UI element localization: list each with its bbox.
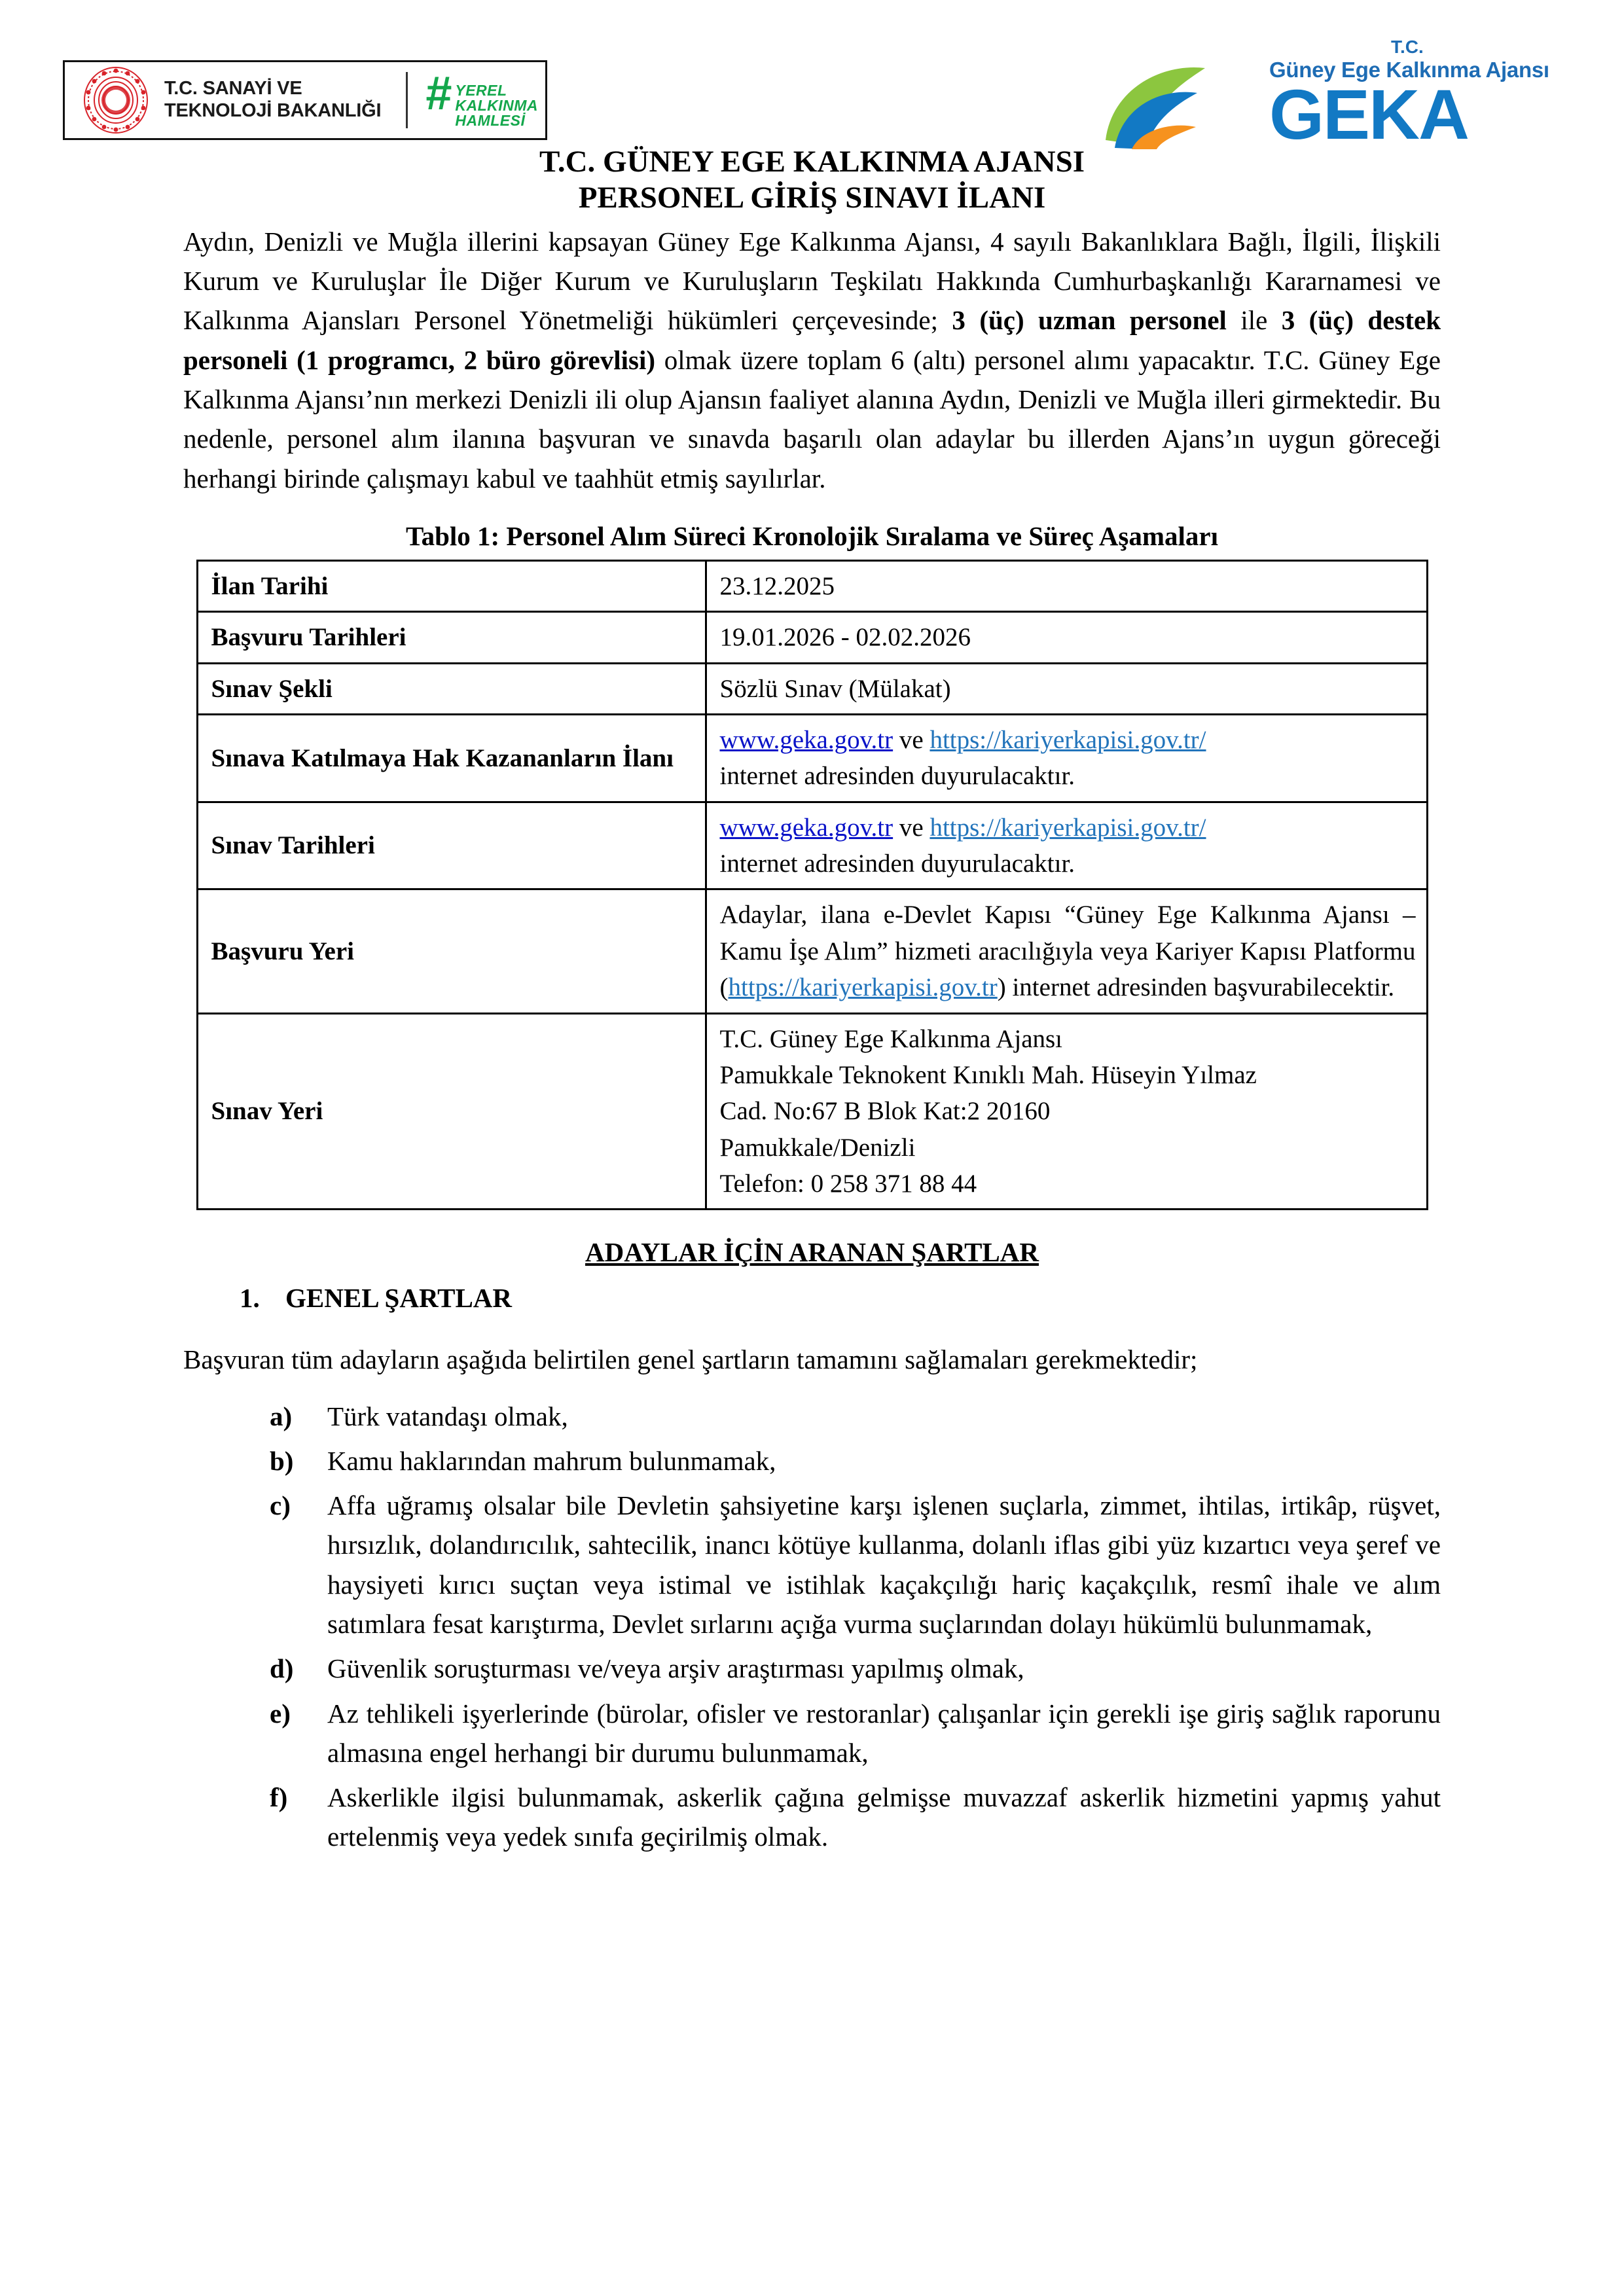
- table-row: [197, 889, 1427, 1013]
- table-caption: Tablo 1: Personel Alım Süreci Kronolojik Sıralama ve Süreç Aşamaları: [405, 520, 1218, 551]
- list-item: [270, 1778, 1441, 1857]
- list-text-e: Az tehlikeli işyerlerinde (bürolar, ofisler ve restoranlar) çalışanlar için gerekli işe giriş sağlık raporunu almasına engel herhangi bir durumu bulunmamak,: [327, 1698, 1441, 1768]
- list-text-d: Güvenlik soruşturması ve/veya arşiv araştırması yapılmış olmak,: [327, 1653, 1024, 1684]
- intro-paragraph: [183, 222, 1441, 498]
- subsection-number: 1.: [240, 1283, 260, 1314]
- row-label-basvuru-tarihleri: Başvuru Tarihleri: [197, 612, 706, 663]
- row-value-tail-1: internet adresinden duyurulacaktır.: [719, 762, 1075, 791]
- document-body: [0, 222, 1624, 1857]
- geka-website-link-2[interactable]: www.geka.gov.tr: [719, 813, 893, 842]
- table-row: [197, 560, 1427, 611]
- ministry-emblem-icon: [82, 66, 150, 134]
- requirements-lead: Başvuran tüm adayların aşağıda belirtilen genel şartların tamamını sağlamaları gerekmektedir;: [183, 1344, 1198, 1375]
- row-label-sinav-tarihleri: Sınav Tarihleri: [197, 802, 706, 889]
- ministry-logo-text: [164, 78, 381, 122]
- list-marker-b: b): [270, 1445, 294, 1476]
- hashtag-icon: #: [425, 67, 452, 120]
- geka-subtitle: Güney Ege Kalkınma Ajansı: [1269, 58, 1549, 82]
- logo-divider: [406, 72, 408, 128]
- kariyerkapisi-link-1[interactable]: https://kariyerkapisi.gov.tr/: [929, 725, 1206, 754]
- table-row: [197, 612, 1427, 663]
- row-value-ilan-tarihi: 23.12.2025: [706, 560, 1427, 611]
- geka-tc-label: T.C.: [1391, 37, 1424, 57]
- row-value-sinav-yeri: [706, 1013, 1427, 1210]
- list-marker-d: d): [270, 1653, 294, 1684]
- intro-bold-uzman: 3 (üç) uzman personel: [952, 305, 1227, 336]
- table-row: [197, 802, 1427, 889]
- kariyerkapisi-link-3[interactable]: https://kariyerkapisi.gov.tr: [728, 973, 998, 1002]
- ministry-logo: [63, 60, 547, 140]
- list-item: [270, 1694, 1441, 1773]
- geka-wordmark: GEKA: [1269, 75, 1469, 154]
- intro-part1: Aydın, Denizli ve Muğla illerini kapsayan Güney Ege Kalkınma Ajansı, 4 sayılı Bakanlıklara Bağlı, İlgili, İlişkili Kurum ve Kuruluşlar İle Diğer Kurum ve Kuruluşların Teşkilatı Hakkında Cumhurbaşkanlığı Kararnamesi ve Kalkınma Ajansları Personel Yönetmeliği hükümleri çerçevesinde;: [183, 226, 1441, 336]
- ministry-logo-line1: T.C. SANAYİ VE: [164, 78, 302, 99]
- table-row: [197, 663, 1427, 714]
- basvuru-yeri-text-after: ) internet adresinden başvurabilecektir.: [997, 973, 1395, 1002]
- sinav-yeri-line-1: T.C. Güney Ege Kalkınma Ajansı: [719, 1024, 1063, 1053]
- sinav-yeri-line-3: Cad. No:67 B Blok Kat:2 20160: [719, 1097, 1051, 1126]
- list-item: [270, 1441, 1441, 1480]
- table-row: [197, 1013, 1427, 1210]
- sinav-yeri-line-4: Pamukkale/Denizli: [719, 1133, 916, 1162]
- geka-website-link-1[interactable]: www.geka.gov.tr: [719, 725, 893, 754]
- intro-part3: olmak üzere toplam 6 (altı) personel alımı yapacaktır. T.C. Güney Ege Kalkınma Ajansı’nın merkezi Denizli ili olup Ajansın faaliyet alanına Aydın, Denizli ve Muğla illeri girmektedir. Bu nedenle, personel alım ilanına başvuran ve sınavda başarılı olan adaylar bu illerden Ajans’ın uygun göreceği herhangi birinde çalışmayı kabul ve taahhüt etmiş sayılırlar.: [183, 344, 1441, 493]
- campaign-logo-text: [455, 83, 538, 128]
- page-title-line1: T.C. GÜNEY EGE KALKINMA AJANSI: [539, 145, 1085, 179]
- list-text-c: Affa uğramış olsalar bile Devletin şahsiyetine karşı işlenen suçlarla, zimmet, ihtilas, irtikâp, rüşvet, hırsızlık, dolandırıcılık, sahtecilik, inancı kötüye kullanma, dolanlı iflas gibi yüz kızartıcı veya şeref ve haysiyeti kırıcı suçtan veya istimal ve istihlak kaçakçılığı hariç kaçakçılık, resmî ihale ve alım satımlara fesat karıştırma, Devlet sırlarını açığa vurma suçlarından dolayı hükümlü bulunmamak,: [327, 1490, 1441, 1639]
- list-item: [270, 1649, 1441, 1688]
- campaign-line1: YEREL: [455, 81, 507, 99]
- requirements-heading: ADAYLAR İÇİN ARANAN ŞARTLAR: [585, 1237, 1039, 1268]
- table-row: [197, 714, 1427, 802]
- document-header: [0, 0, 1624, 154]
- row-label-sinava-katilmaya-hak: Sınava Katılmaya Hak Kazananların İlanı: [197, 714, 706, 802]
- conjunction-1: ve: [893, 725, 930, 754]
- intro-part2: ile: [1226, 305, 1282, 336]
- list-text-f: Askerlikle ilgisi bulunmamak, askerlik çağına gelmişse muvazzaf askerlik hizmetini yapmış yahut ertelenmiş veya yedek sınıfa geçirilmiş olmak.: [327, 1782, 1441, 1852]
- list-marker-e: e): [270, 1698, 291, 1729]
- list-text-b: Kamu haklarından mahrum bulunmamak,: [327, 1445, 776, 1476]
- basvuru-yeri-text-before: Adaylar, ilana e-Devlet Kapısı “Güney Ege Kalkınma Ajansı –Kamu İşe Alım” hizmeti aracılığıyla veya Kariyer Kapısı Platformu (: [719, 901, 1416, 1002]
- list-text-a: Türk vatandaşı olmak,: [327, 1401, 568, 1431]
- ministry-logo-line2: TEKNOLOJİ BAKANLIĞI: [164, 100, 382, 121]
- row-label-sinav-sekli: Sınav Şekli: [197, 663, 706, 714]
- geka-swoosh-icon: [1100, 62, 1264, 149]
- list-marker-f: f): [270, 1782, 288, 1813]
- row-label-sinav-yeri: Sınav Yeri: [197, 1013, 706, 1210]
- conjunction-2: ve: [893, 813, 930, 842]
- list-marker-a: a): [270, 1401, 293, 1431]
- list-item: [270, 1397, 1441, 1436]
- kariyerkapisi-link-2[interactable]: https://kariyerkapisi.gov.tr/: [929, 813, 1206, 842]
- intro-bold-destek: 3 (üç) destek personeli (1 programcı, 2 büro görevlisi): [183, 305, 1441, 375]
- row-label-ilan-tarihi: İlan Tarihi: [197, 560, 706, 611]
- page-title-line2: PERSONEL GİRİŞ SINAVI İLANI: [578, 181, 1046, 215]
- process-table: [196, 560, 1428, 1211]
- row-label-basvuru-yeri: Başvuru Yeri: [197, 889, 706, 1013]
- row-value-sinav-tarihleri: [706, 802, 1427, 889]
- list-marker-c: c): [270, 1490, 291, 1521]
- geka-wordmark-block: [1269, 37, 1549, 154]
- geka-logo: [1100, 37, 1552, 154]
- yerel-kalkinma-hamlesi-logo: [425, 67, 539, 129]
- subsection-title: GENEL ŞARTLAR: [285, 1283, 513, 1314]
- general-requirements-list: [183, 1397, 1441, 1857]
- list-item: [270, 1486, 1441, 1643]
- row-value-sinav-sekli: Sözlü Sınav (Mülakat): [706, 663, 1427, 714]
- sinav-yeri-line-5: Telefon: 0 258 371 88 44: [719, 1170, 977, 1198]
- row-value-tail-2: internet adresinden duyurulacaktır.: [719, 850, 1075, 878]
- row-value-basvuru-yeri: [706, 889, 1427, 1013]
- row-value-sinava-katilmaya-hak: [706, 714, 1427, 802]
- subsection-genel-sartlar: [183, 1282, 1441, 1314]
- row-value-basvuru-tarihleri: 19.01.2026 - 02.02.2026: [706, 612, 1427, 663]
- page-title: [0, 144, 1624, 217]
- campaign-line3: HAMLESİ: [455, 111, 526, 129]
- sinav-yeri-line-2: Pamukkale Teknokent Kınıklı Mah. Hüseyin Yılmaz: [719, 1060, 1257, 1089]
- campaign-line2: KALKINMA: [455, 96, 539, 114]
